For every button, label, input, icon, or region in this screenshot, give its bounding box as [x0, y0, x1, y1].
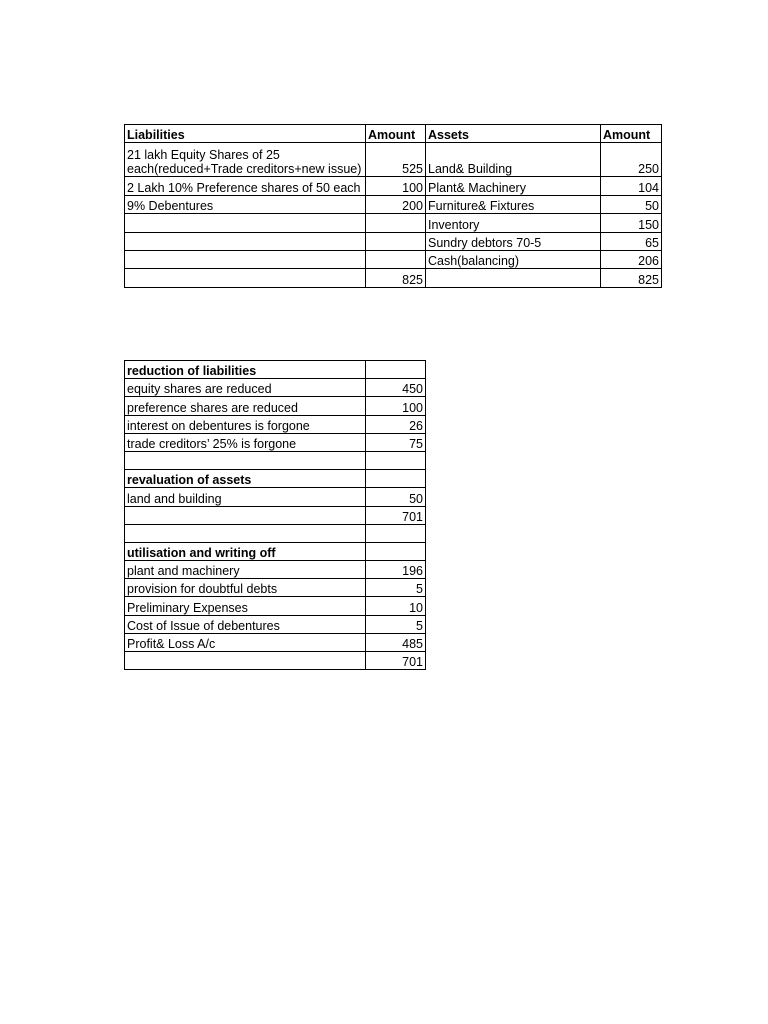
item-label: provision for doubtful debts [125, 579, 366, 597]
balance-sheet-row [125, 214, 662, 232]
liability-amount-cell: 200 [366, 195, 426, 213]
liability-cell: 21 lakh Equity Shares of 25 each(reduced+Trade creditors+new issue) [125, 143, 366, 177]
item-label: equity shares are reduced [125, 379, 366, 397]
liability-amount-cell [366, 250, 426, 268]
asset-amount-cell: 250 [601, 143, 662, 177]
item-value: 5 [366, 615, 426, 633]
item-label: land and building [125, 488, 366, 506]
asset-cell: Inventory [426, 214, 601, 232]
liability-amount-cell: 525 [366, 143, 426, 177]
reconstruction-row [125, 433, 426, 451]
item-value: 701 [366, 506, 426, 524]
balance-sheet-row [125, 195, 662, 213]
reconstruction-row [125, 506, 426, 524]
reconstruction-row [125, 579, 426, 597]
reconstruction-row [125, 451, 426, 469]
item-value [366, 542, 426, 560]
header-assets-amount: Amount [601, 125, 662, 143]
item-value [366, 451, 426, 469]
header-assets: Assets [426, 125, 601, 143]
reconstruction-table [124, 360, 426, 670]
reconstruction-row [125, 397, 426, 415]
item-label [125, 524, 366, 542]
reconstruction-row [125, 379, 426, 397]
item-label: Profit& Loss A/c [125, 633, 366, 651]
item-value [366, 361, 426, 379]
item-label [125, 652, 366, 670]
item-label: Cost of Issue of debentures [125, 615, 366, 633]
balance-sheet-table [124, 124, 662, 288]
section-heading: reduction of liabilities [125, 361, 366, 379]
item-label: interest on debentures is forgone [125, 415, 366, 433]
item-value: 5 [366, 579, 426, 597]
liability-cell [125, 250, 366, 268]
item-value: 196 [366, 561, 426, 579]
item-value [366, 470, 426, 488]
item-value: 26 [366, 415, 426, 433]
item-label: preference shares are reduced [125, 397, 366, 415]
liability-amount-cell: 100 [366, 177, 426, 195]
item-label: trade creditors’ 25% is forgone [125, 433, 366, 451]
item-value: 485 [366, 633, 426, 651]
item-value: 450 [366, 379, 426, 397]
liability-amount-cell [366, 232, 426, 250]
asset-cell: Land& Building [426, 143, 601, 177]
liability-amount-cell [366, 214, 426, 232]
asset-amount-cell: 65 [601, 232, 662, 250]
section-heading-row [125, 542, 426, 560]
asset-cell: Cash(balancing) [426, 250, 601, 268]
item-label [125, 451, 366, 469]
reconstruction-row [125, 633, 426, 651]
item-value: 10 [366, 597, 426, 615]
item-label [125, 506, 366, 524]
section-heading-row [125, 361, 426, 379]
balance-sheet-row [125, 143, 662, 177]
liability-cell [125, 269, 366, 287]
asset-cell: Plant& Machinery [426, 177, 601, 195]
asset-cell: Sundry debtors 70-5 [426, 232, 601, 250]
section-heading: revaluation of assets [125, 470, 366, 488]
liability-cell: 9% Debentures [125, 195, 366, 213]
balance-sheet-row [125, 177, 662, 195]
reconstruction-row [125, 597, 426, 615]
item-label: Preliminary Expenses [125, 597, 366, 615]
balance-sheet-row [125, 269, 662, 287]
liability-cell: 2 Lakh 10% Preference shares of 50 each [125, 177, 366, 195]
header-liabilities: Liabilities [125, 125, 366, 143]
item-label: plant and machinery [125, 561, 366, 579]
reconstruction-row [125, 615, 426, 633]
item-value: 701 [366, 652, 426, 670]
liability-amount-cell: 825 [366, 269, 426, 287]
asset-amount-cell: 104 [601, 177, 662, 195]
item-value: 75 [366, 433, 426, 451]
balance-sheet-row [125, 232, 662, 250]
item-value: 50 [366, 488, 426, 506]
asset-amount-cell: 150 [601, 214, 662, 232]
asset-amount-cell: 206 [601, 250, 662, 268]
header-liabilities-amount: Amount [366, 125, 426, 143]
item-value [366, 524, 426, 542]
section-heading: utilisation and writing off [125, 542, 366, 560]
section-heading-row [125, 470, 426, 488]
reconstruction-row [125, 524, 426, 542]
reconstruction-row [125, 561, 426, 579]
balance-sheet-header-row [125, 125, 662, 143]
balance-sheet-row [125, 250, 662, 268]
asset-cell [426, 269, 601, 287]
asset-amount-cell: 50 [601, 195, 662, 213]
liability-cell [125, 214, 366, 232]
liability-cell [125, 232, 366, 250]
reconstruction-row [125, 415, 426, 433]
asset-cell: Furniture& Fixtures [426, 195, 601, 213]
reconstruction-row [125, 488, 426, 506]
reconstruction-row [125, 652, 426, 670]
asset-amount-cell: 825 [601, 269, 662, 287]
item-value: 100 [366, 397, 426, 415]
